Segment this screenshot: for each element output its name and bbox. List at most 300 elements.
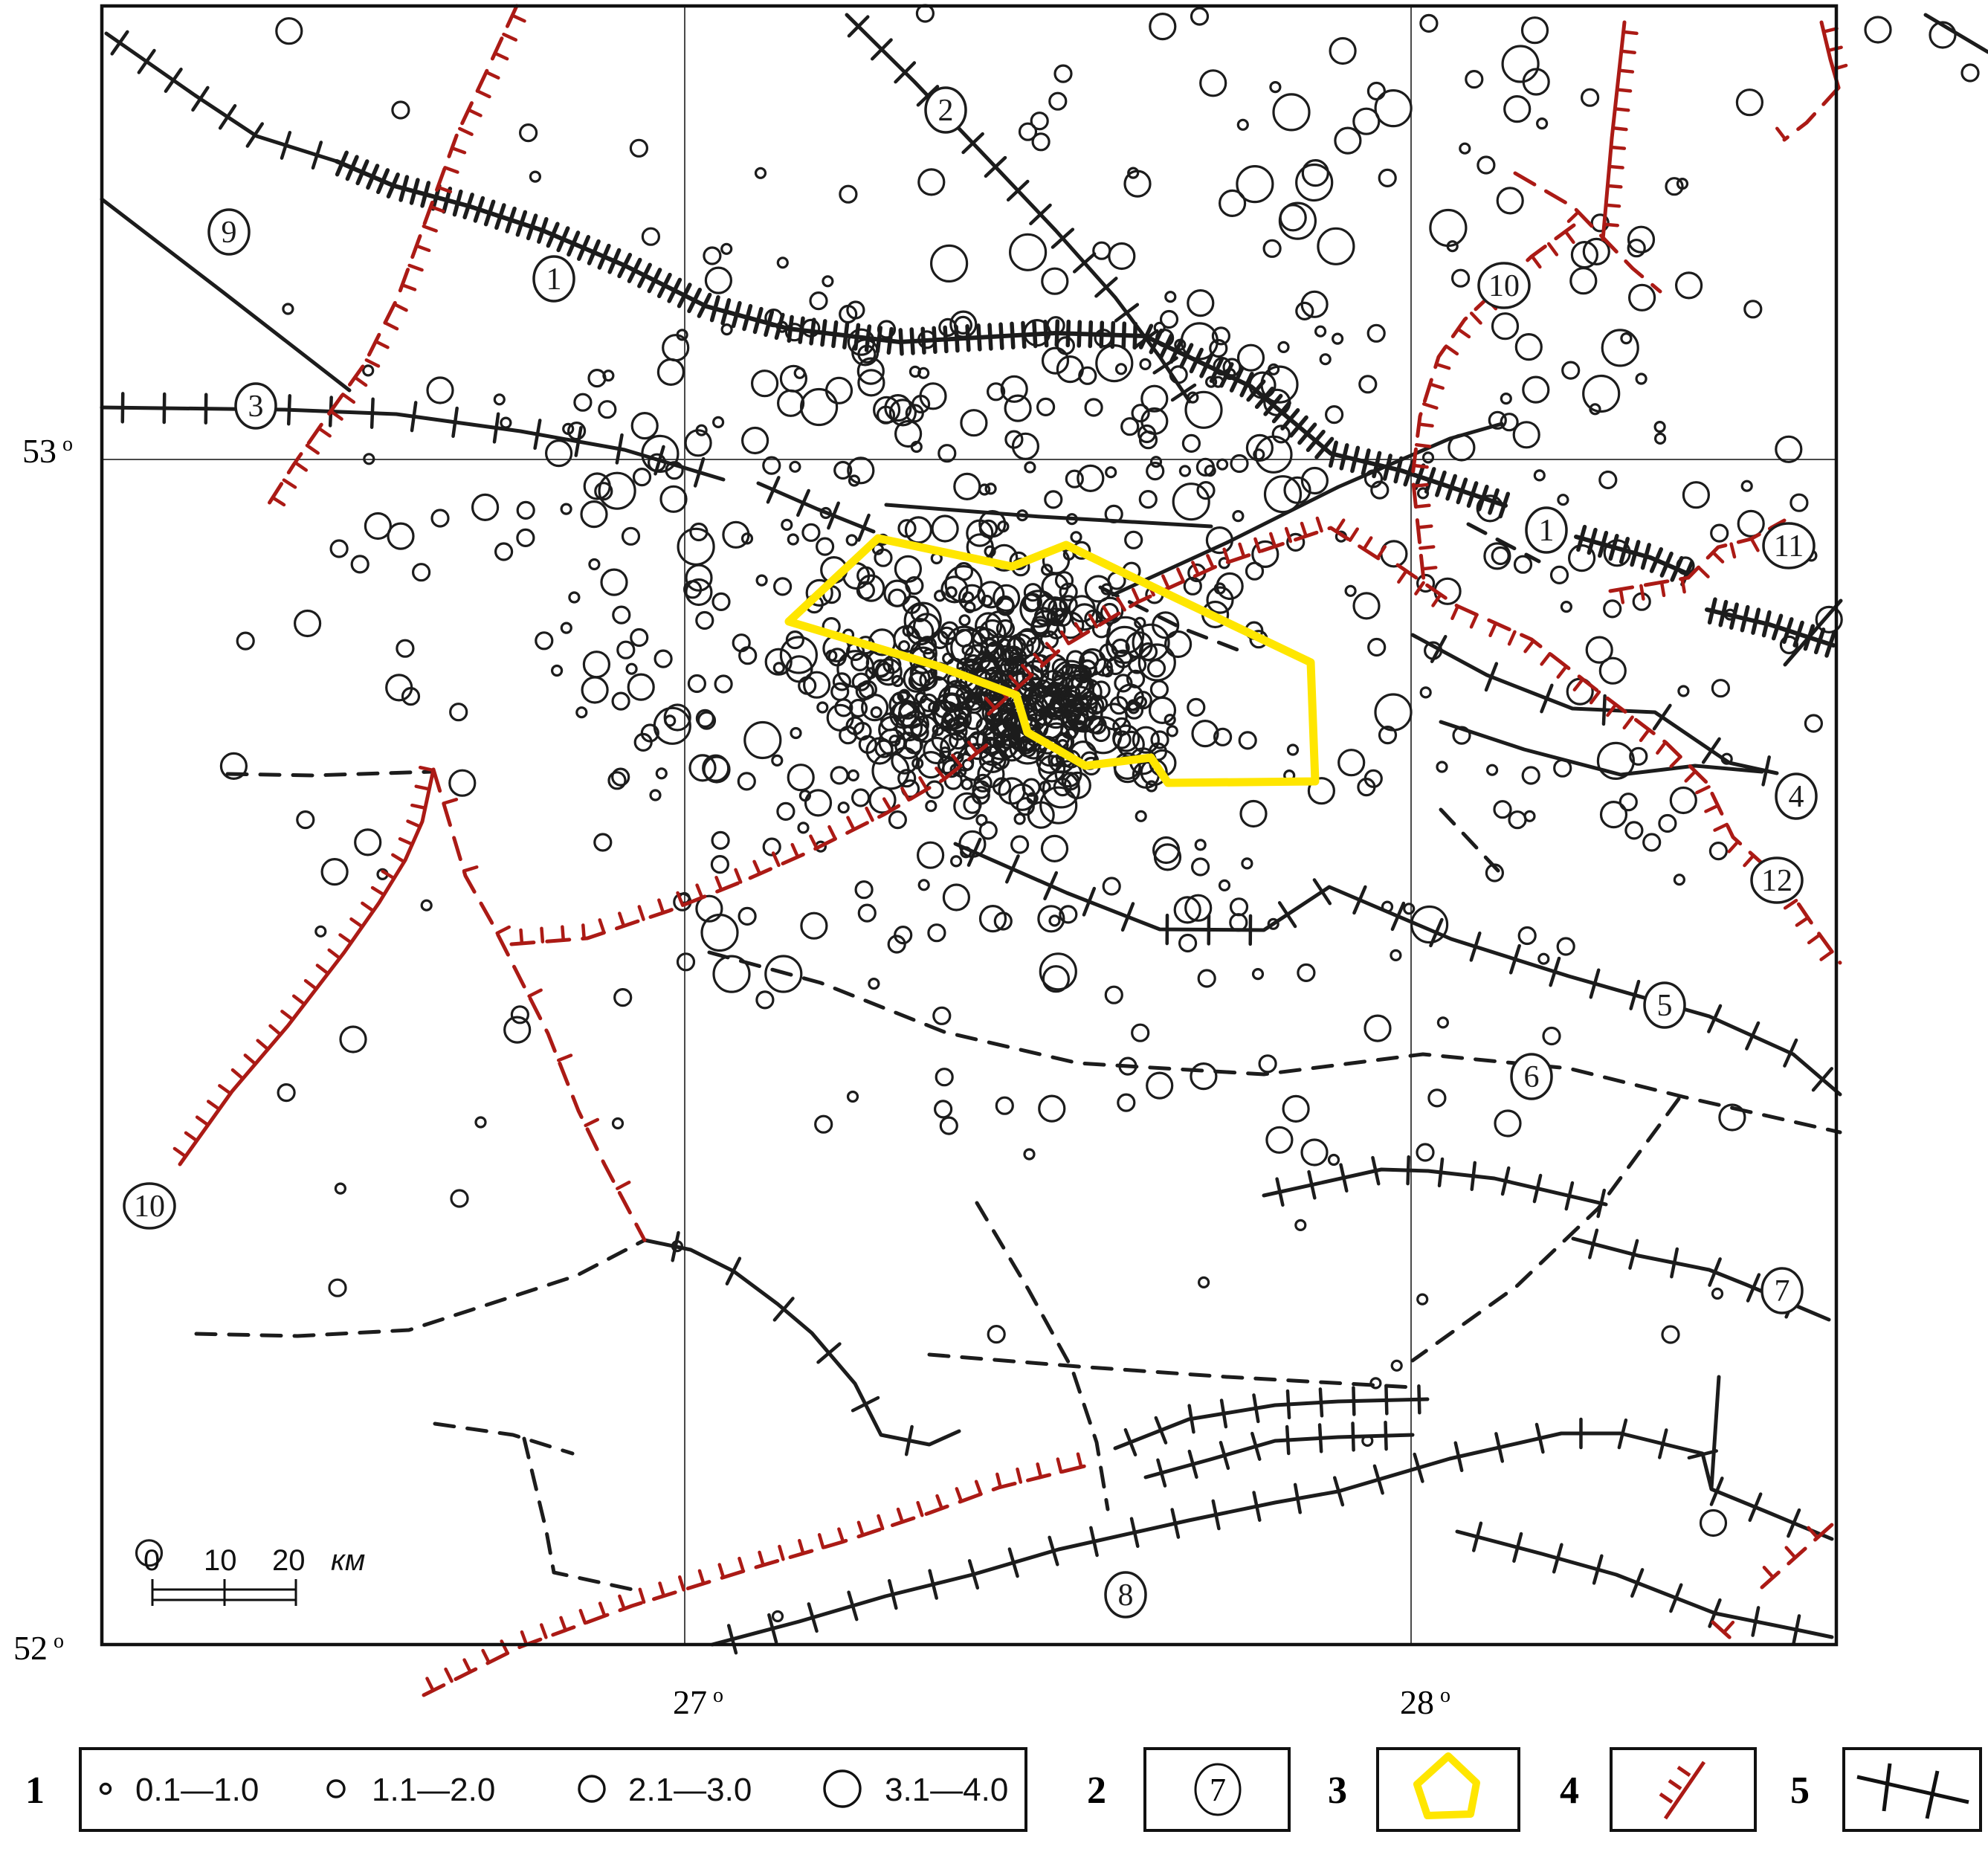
epicenter-circle: [237, 633, 254, 649]
epicenter-circle: [1057, 338, 1074, 354]
epicenter-circle: [552, 666, 562, 676]
graticule: [102, 6, 1836, 1645]
fault-3: [102, 393, 723, 485]
epicenter-circle: [1161, 312, 1178, 328]
lat-label-52: 52 $^o$: [13, 1629, 64, 1667]
fault-number-label: [1511, 1054, 1552, 1099]
epicenter-circle: [778, 258, 787, 268]
epicenter-circle: [711, 856, 728, 873]
fault-1-main: [337, 152, 1508, 516]
lon-label-28: 28 $^o$: [1400, 1683, 1450, 1721]
epicenter-circle: [1296, 1220, 1306, 1230]
epicenter-circle: [1237, 167, 1273, 202]
epicenter-circle: [1962, 65, 1978, 81]
epicenter-circle: [1430, 210, 1466, 246]
red-in-polygon: [986, 518, 1385, 714]
epicenter-circle: [1271, 83, 1280, 92]
epicenter-circle: [1186, 392, 1221, 427]
epicenter-circle: [1117, 364, 1126, 374]
legend: [25, 1749, 1981, 1830]
epicenter-circle: [546, 441, 572, 466]
svg-text:10: 10: [1488, 269, 1520, 303]
fault-sr2: [1146, 1422, 1413, 1485]
epicenter-circle: [613, 769, 629, 785]
epicenter-circle: [277, 19, 302, 44]
epicenter-circle: [817, 538, 833, 555]
fault-number-label: [1776, 774, 1816, 819]
epicenter-circle: [832, 683, 848, 700]
epicenter-circle: [1253, 969, 1263, 979]
epicenter-circle: [775, 578, 791, 595]
epicenter-circle: [1199, 1277, 1209, 1287]
epicenter-circle: [1339, 750, 1364, 775]
epicenter-circle: [1488, 765, 1497, 775]
epicenter-circle: [1218, 459, 1227, 469]
scale-20: 20: [272, 1544, 306, 1577]
epicenter-circle: [935, 1101, 952, 1117]
epicenter-circle: [885, 581, 910, 606]
epicenter-circle: [1335, 128, 1361, 153]
epicenter-circle: [1103, 878, 1120, 894]
epicenter-circle: [1193, 721, 1218, 746]
epicenter-circle: [1558, 495, 1568, 505]
epicenter-circle: [364, 366, 373, 375]
epicenter-circle: [1192, 8, 1208, 25]
epicenter-circle: [848, 1092, 858, 1102]
epicenter-circle: [1015, 814, 1024, 824]
fault-10-curve: [645, 1233, 959, 1454]
epicenter-circle: [530, 172, 540, 181]
epicenter-circle: [1183, 435, 1199, 451]
epicenter-circle: [1492, 548, 1508, 564]
epicenter-circle: [1247, 435, 1272, 460]
epicenter-circle: [1024, 1149, 1034, 1159]
epicenter-circle: [757, 992, 773, 1008]
red-diag-top: [1515, 173, 1660, 291]
dashed-west-long: [196, 1240, 645, 1336]
epicenter-circle: [1147, 1073, 1172, 1098]
fault-number-label: [1763, 523, 1814, 568]
epicenter-circle: [1674, 875, 1684, 885]
epicenter-circle: [1417, 1144, 1433, 1161]
epicenter-circle: [1659, 816, 1676, 832]
legend-polygon-icon: [1417, 1756, 1477, 1816]
epicenter-circle: [917, 5, 933, 22]
epicenter-circle: [613, 1119, 623, 1129]
epicenter-circle: [704, 248, 720, 264]
epicenter-circle: [1118, 1094, 1135, 1111]
epicenter-circle: [1267, 1127, 1292, 1152]
epicenter-circle: [738, 773, 755, 790]
svg-text:7: 7: [1774, 1274, 1790, 1309]
epicenter-circle: [1122, 419, 1138, 435]
epicenter-circle: [722, 325, 732, 335]
epicenter-circle: [618, 642, 634, 658]
epicenter-circle: [1368, 83, 1384, 100]
epicenter-circle: [1152, 732, 1168, 748]
epicenter-circle: [715, 676, 732, 692]
epicenter-circle: [584, 652, 609, 677]
epicenter-circle: [1233, 512, 1243, 521]
epicenter-circle: [575, 394, 591, 410]
epicenter-circle: [1745, 301, 1761, 317]
epicenter-circle: [432, 510, 448, 526]
epicenter-circle: [856, 882, 872, 898]
epicenter-circle: [1140, 491, 1156, 508]
epicenter-circle: [1466, 71, 1482, 88]
epicenter-circle: [1050, 93, 1066, 109]
epicenter-circle: [840, 186, 856, 202]
epicenter-circle: [853, 790, 869, 806]
epicenter-circle: [932, 516, 958, 541]
epicenter-circle: [615, 990, 631, 1006]
epicenter-circle: [613, 607, 630, 623]
epicenter-circle: [688, 676, 705, 692]
epicenter-circle: [798, 823, 808, 833]
epicenter-circle: [1274, 94, 1309, 130]
epicenter-circle: [1326, 407, 1343, 423]
epicenter-circle: [582, 677, 607, 703]
epicenter-circle: [451, 1190, 468, 1207]
fault-number-label: [534, 256, 574, 301]
epicenter-circle: [996, 1097, 1013, 1114]
epicenter-circle: [1042, 268, 1068, 294]
epicenter-circle: [331, 540, 347, 557]
epicenter-circle: [1231, 456, 1248, 472]
epicenter-circle: [875, 549, 891, 566]
epicenter-circle: [335, 1184, 345, 1193]
epicenter-circle: [1404, 904, 1414, 914]
svg-text:11: 11: [1773, 529, 1804, 564]
epicenter-circle: [595, 834, 611, 851]
epicenter-circle: [1662, 1326, 1679, 1343]
epicenter-circle: [1256, 436, 1291, 472]
epicenter-circle: [1279, 342, 1288, 352]
epicenter-circle: [665, 716, 675, 726]
epicenter-circle: [1333, 334, 1343, 343]
legend-red-fault-icon: [1660, 1762, 1704, 1819]
svg-text:8: 8: [1117, 1578, 1134, 1613]
epicenter-circle: [655, 651, 671, 667]
epicenter-circle: [1025, 462, 1035, 472]
epicenter-circle: [1369, 639, 1385, 656]
epicenter-circle: [355, 830, 381, 855]
epicenter-circle: [1195, 840, 1205, 850]
epicenter-circle: [818, 703, 827, 712]
epicenter-circle: [1198, 970, 1215, 987]
epicenter-circle: [940, 1117, 957, 1134]
epicenter-circle: [1503, 46, 1538, 82]
epicenter-circle: [1621, 334, 1631, 343]
epicenter-circle: [1038, 398, 1054, 415]
legend-class2-label: 1.1—2.0: [372, 1772, 496, 1808]
epicenter-circle: [895, 556, 920, 581]
epicenter-circle: [397, 640, 413, 656]
fault-number-label: [1762, 1268, 1802, 1313]
epicenter-circle: [1561, 602, 1571, 612]
epicenter-circle: [656, 769, 666, 778]
svg-text:10: 10: [134, 1190, 165, 1224]
epicenter-circle: [501, 418, 511, 427]
epicenter-circle: [599, 401, 616, 418]
epicenter-circle: [962, 779, 972, 789]
epicenter-circle: [1241, 801, 1266, 827]
epicenter-circle: [791, 729, 801, 738]
epicenter-circle: [919, 170, 944, 195]
epicenter-circle: [1501, 394, 1511, 404]
epicenter-circle: [1288, 745, 1298, 755]
legend-class1-label: 0.1—1.0: [135, 1772, 259, 1808]
epicenter-circle: [505, 1017, 530, 1042]
epicenter-circle: [1302, 291, 1327, 317]
epicenter-circle: [1318, 228, 1354, 264]
epicenter-circle: [1320, 355, 1330, 364]
fault-6: [709, 952, 1840, 1132]
epicenter-circle: [1421, 15, 1437, 31]
epicenter-circle: [1497, 188, 1523, 213]
epicenter-circle: [1180, 466, 1190, 476]
epicenter-circle: [980, 485, 990, 494]
epicenter-circle: [1630, 285, 1655, 310]
epicenter-circle: [803, 524, 819, 540]
legend-circle-class2: [328, 1781, 344, 1797]
epicenter-circle: [678, 954, 694, 970]
fault-number-label: [1645, 983, 1685, 1027]
epicenter-circle: [782, 520, 792, 529]
epicenter-circle: [712, 832, 729, 848]
epicenter-circle: [1375, 694, 1411, 730]
red-corner-br1: [1762, 1524, 1833, 1587]
epicenter-circle: [577, 708, 587, 717]
epicenter-circle: [1571, 268, 1596, 294]
epicenter-circle: [1865, 17, 1891, 42]
dashed-e2: [1441, 810, 1498, 871]
scale-0: 0: [143, 1544, 161, 1577]
epicenter-circle: [981, 906, 1006, 932]
epicenter-circle: [1421, 688, 1430, 697]
epicenter-circle: [1515, 556, 1532, 572]
epicenter-circle: [1132, 1024, 1149, 1041]
epicenter-circle: [1097, 346, 1132, 381]
epicenter-circle: [757, 575, 767, 585]
epicenter-circle: [1136, 811, 1146, 821]
epicenter-circle: [1742, 481, 1752, 491]
epicenter-circle: [686, 565, 711, 590]
epicenter-circle: [801, 913, 827, 938]
epicenter-circle: [536, 633, 552, 649]
epicenter-circle: [827, 705, 853, 730]
epicenter-circle: [1519, 928, 1535, 944]
epicenter-circle: [1381, 541, 1407, 567]
epicenter-circle: [1655, 422, 1665, 432]
epicenter-circle: [1150, 14, 1175, 39]
epicenter-circle: [329, 1280, 346, 1296]
epicenter-circle: [932, 245, 967, 281]
epicenter-circle: [422, 900, 431, 910]
epicenter-circle: [1563, 362, 1579, 378]
epicenter-circles: [137, 5, 1979, 1621]
epicenter-circle: [1418, 1294, 1427, 1304]
epicenter-circle: [1683, 483, 1708, 508]
epicenter-circle: [816, 1116, 832, 1132]
legend-index-1: 1: [25, 1769, 45, 1812]
epicenter-circle: [1582, 89, 1598, 106]
epicenter-circle: [1713, 1289, 1723, 1299]
epicenter-circle: [1166, 292, 1175, 302]
epicenter-circle: [1656, 433, 1665, 443]
epicenter-circle: [1738, 511, 1763, 536]
epicenter-circle: [322, 859, 347, 885]
epicenter-circle: [1505, 97, 1530, 122]
epicenter-circle: [496, 543, 512, 560]
epicenter-circle: [1543, 1028, 1560, 1045]
epicenter-circle: [1193, 859, 1209, 875]
epicenter-circle: [634, 469, 651, 485]
epicenter-circle: [1042, 836, 1068, 861]
epicenter-circle: [1071, 532, 1081, 542]
epicenter-circle: [823, 277, 833, 286]
epicenter-circle: [847, 535, 856, 545]
epicenter-circle: [788, 765, 813, 790]
epicenter-circle: [852, 654, 868, 670]
epicenter-circle: [1055, 65, 1071, 82]
fault-sr1: [1115, 1386, 1427, 1454]
fault-3-east: [758, 477, 874, 540]
epicenter-circle: [1217, 573, 1242, 598]
fault-1-east2: [1707, 599, 1834, 656]
fault-number-label: [236, 384, 276, 428]
epicenter-circle: [801, 390, 837, 425]
svg-text:5: 5: [1656, 989, 1673, 1023]
epicenter-circle: [628, 674, 653, 700]
epicenter-circle: [988, 1326, 1004, 1343]
epicenter-circle: [1220, 880, 1230, 890]
epicenter-circle: [1805, 715, 1821, 732]
epicenter-circle: [1368, 325, 1384, 341]
epicenter-circle: [473, 494, 498, 520]
epicenter-circle: [1167, 726, 1177, 736]
epicenter-circle: [1012, 836, 1028, 853]
fault-number-label: [124, 1184, 175, 1228]
epicenter-circle: [613, 693, 629, 709]
degree-symbol: o: [54, 1630, 64, 1653]
epicenter-circle: [1316, 326, 1326, 336]
legend-circle-class3: [579, 1776, 604, 1801]
svg-text:1: 1: [546, 262, 562, 297]
epicenter-circle: [1514, 422, 1539, 448]
epicenter-circle: [1346, 586, 1355, 596]
dashed-south-3: [977, 1203, 1108, 1509]
legend-circle-class4: [824, 1771, 860, 1807]
epicenter-circle: [517, 529, 534, 546]
scale-10: 10: [204, 1544, 237, 1577]
epicenter-circle: [1330, 39, 1355, 64]
epicenter-circle: [788, 535, 798, 544]
epicenter-circle: [427, 378, 453, 403]
epicenter-circle: [1424, 453, 1433, 462]
epicenter-circle: [1191, 1064, 1216, 1089]
legend-index-4: 4: [1560, 1769, 1579, 1812]
epicenter-circle: [1523, 377, 1549, 402]
epicenter-circle: [1453, 270, 1469, 286]
epicenter-circle: [781, 637, 816, 673]
epicenter-circle: [352, 556, 368, 572]
epicenter-circle: [1180, 935, 1196, 952]
epicenter-circle: [569, 593, 579, 602]
epicenter-circle: [1066, 471, 1082, 487]
epicenter-circle: [1737, 90, 1762, 115]
epicenter-circle: [1644, 834, 1660, 851]
epicenter-circle: [1140, 359, 1150, 369]
epicenter-circle: [1280, 205, 1306, 230]
epicenter-circle: [1602, 330, 1638, 366]
legend-fault-number: 7: [1210, 1772, 1226, 1808]
red-vertical-top: [1603, 22, 1636, 239]
epicenter-circle: [955, 474, 980, 499]
red-corner-tr2: [1777, 88, 1839, 140]
epicenter-circle: [1239, 732, 1256, 749]
epicenter-circle: [1188, 699, 1204, 715]
epicenter-circle: [1043, 967, 1068, 992]
epicenter-circle: [623, 528, 639, 544]
epicenter-circle: [1207, 587, 1233, 613]
epicenter-circle: [1201, 71, 1226, 96]
epicenter-circle: [1354, 593, 1379, 619]
epicenter-circle: [743, 428, 768, 454]
epicenter-circle: [713, 593, 729, 610]
legend-index-3: 3: [1328, 1769, 1347, 1812]
svg-text:6: 6: [1523, 1060, 1540, 1094]
epicenter-circle: [1534, 471, 1544, 480]
fault-1-topleft: [106, 32, 337, 168]
epicenter-circle: [1620, 794, 1636, 810]
epicenter-circle: [1429, 1090, 1445, 1106]
epicenter-circle: [960, 616, 969, 625]
epicenter-circle: [517, 502, 534, 518]
epicenter-circle: [1539, 954, 1549, 964]
epicenter-circle: [1584, 376, 1619, 412]
epicenter-circle: [365, 514, 390, 539]
epicenter-circle: [889, 812, 906, 828]
epicenter-circle: [1710, 843, 1726, 859]
degree-symbol: o: [713, 1684, 723, 1707]
epicenter-circle: [1231, 899, 1248, 915]
epicenter-circle: [631, 630, 648, 646]
fault-corner-c: [1457, 1523, 1832, 1644]
epicenter-circle: [1043, 348, 1068, 373]
epicenter-circle: [1329, 1155, 1339, 1165]
epicenter-circle: [1776, 436, 1801, 462]
epicenter-circle: [581, 502, 607, 527]
legend-index-2: 2: [1087, 1769, 1106, 1812]
epicenter-circle: [952, 856, 961, 866]
epicenter-circle: [1552, 567, 1568, 583]
degree-symbol: o: [1440, 1684, 1450, 1707]
legend-black-fault-icon: [1857, 1764, 1969, 1819]
epicenter-circle: [1711, 525, 1728, 541]
svg-text:2: 2: [937, 94, 954, 128]
epicenter-circle: [1106, 468, 1116, 477]
epicenter-circle: [1106, 987, 1122, 1003]
lat-label-53: 53 $^o$: [22, 432, 73, 470]
red-topleft: [268, 6, 525, 506]
red-junction-se: [433, 769, 645, 1240]
svg-text:3: 3: [248, 390, 264, 424]
epicenter-circle: [589, 370, 605, 387]
epicenter-circle: [1094, 242, 1110, 259]
svg-text:4: 4: [1788, 780, 1804, 814]
epicenter-circle: [1587, 637, 1612, 662]
